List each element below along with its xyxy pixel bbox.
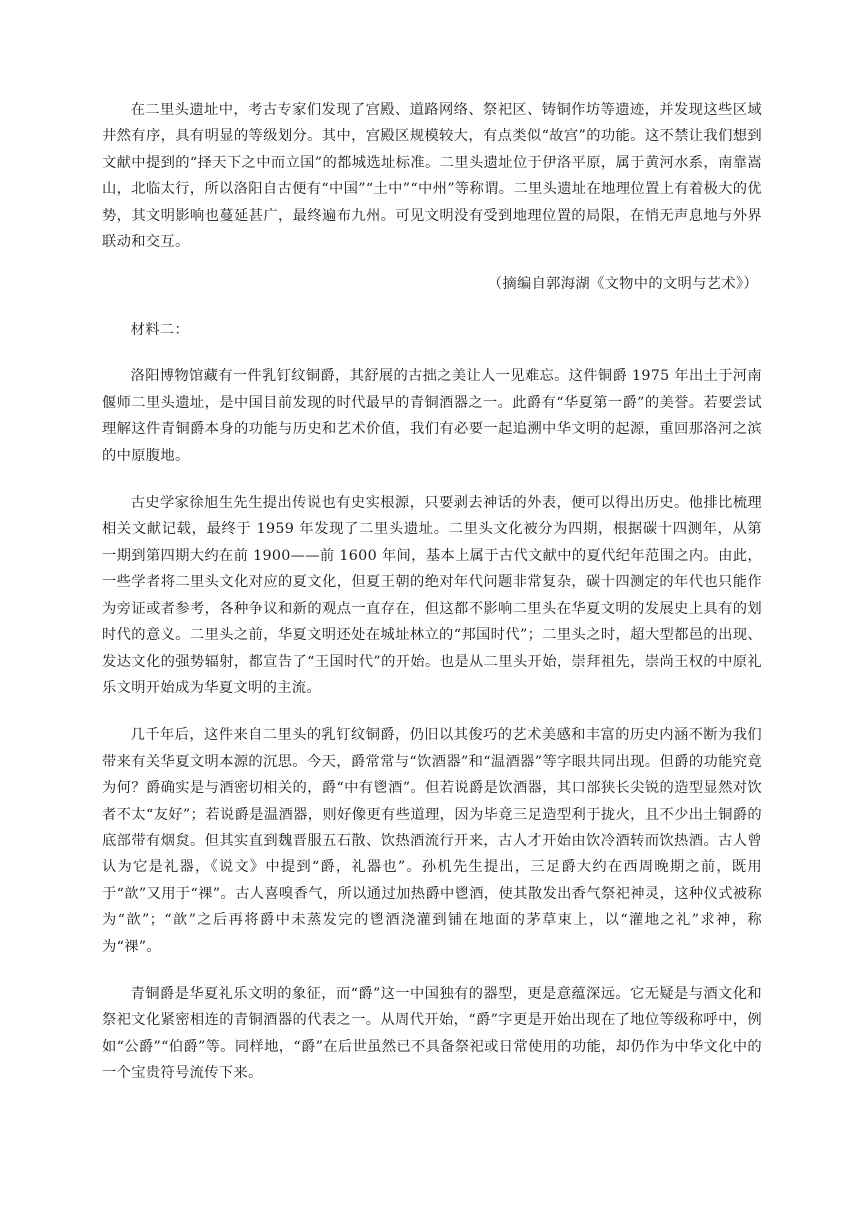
paragraph-xu-xusheng: 古史学家徐旭生先生提出传说也有史实根源，只要剥去神话的外表，便可以得出历史。他排比梳理相关文献记载，最终于 1959 年发现了二里头遗址。二里头文化被分为四期，根据碳十四测年，从第一期到第四期大约在前 1900——前 1600 年间，基本上属于古代文献中的夏代纪年范围之内。由此，一些学者将二里头文化对应的夏文化，但夏王朝的绝对年代问题非常复杂，碳十四测定的年代也只能作为旁证或者参考，各种争议和新的观点一直存在，但这都不影响二里头在华夏文明的发展史上具有的划时代的意义。二里头之前，华夏文明还处在城址林立的“邦国时代”；二里头之时，超大型都邑的出现、发达文化的强势辐射，都宣告了“王国时代”的开始。也是从二里头开始，崇拜祖先，崇尚王权的中原礼乐文明开始成为华夏文明的主流。 [102, 495, 762, 696]
paragraph-jue-function: 几千年后，这件来自二里头的乳钉纹铜爵，仍旧以其俊巧的艺术美感和丰富的历史内涵不断为我们带来有关华夏文明本源的沉思。今天，爵常常与“饮酒器”和“温酒器”等字眼共同出现。但爵的功能究竟为何？爵确实是与酒密切相关的，爵“中有鬯酒”。但若说爵是饮酒器，其口部狭长尖锐的造型显然对饮者不太“友好”；若说爵是温酒器，则好像更有些道理，因为毕竟三足造型利于拢火，且不少出土铜爵的底部带有烟炱。但其实直到魏晋服五石散、饮热酒流行开来，古人才开始由饮冷酒转而饮热酒。古人曾认为它是礼器，《说文》中提到“爵，礼器也”。孙机先生提出，三足爵大约在西周晚期之前，既用于“歆”又用于“祼”。古人喜嗅香气，所以通过加热爵中鬯酒，使其散发出香气祭祀神灵，这种仪式被称为“歆”；“歆”之后再将爵中未蒸发完的鬯酒浇灌到铺在地面的茅草束上，以“灌地之礼”求神，称为“祼”。 [102, 727, 762, 955]
document-page [102, 97, 762, 1087]
paragraph-bronze-jue-symbol: 青铜爵是华夏礼乐文明的象征，而“爵”这一中国独有的器型，更是意蕴深远。它无疑是与酒文化和祭祀文化紧密相连的青铜酒器的代表之一。从周代开始，“爵”字更是开始出现在了地位等级称呼中，例如“公爵”“伯爵”等。同样地，“爵”在后世虽然已不具备祭祀或日常使用的功能，却仍作为中华文化中的一个宝贵符号流传下来。 [102, 985, 762, 1082]
source-citation: （摘编自郭海湖《文物中的文明与艺术》） [487, 276, 758, 293]
material-two-heading: 材料二： [130, 322, 189, 339]
paragraph-luoyang-museum: 洛阳博物馆藏有一件乳钉纹铜爵，其舒展的古拙之美让人一见难忘。这件铜爵 1975 年出土于河南偃师二里头遗址，是中国目前发现的时代最早的青铜酒器之一。此爵有“华夏第一爵”的美誉。若要尝试理解这件青铜爵本身的功能与历史和艺术价值，我们有必要一起追溯中华文明的起源，重回那洛河之滨的中原腹地。 [102, 368, 762, 464]
paragraph-erlitou-site: 在二里头遗址中，考古专家们发现了宫殿、道路网络、祭祀区、铸铜作坊等遗迹，并发现这些区域井然有序，具有明显的等级划分。其中，宫殿区规模较大，有点类似“故宫”的功能。这不禁让我们想到文献中提到的“择天下之中而立国”的都城选址标准。二里头遗址位于伊洛平原，属于黄河水系，南靠嵩山，北临太行，所以洛阳自古便有“中国”“土中”“中州”等称谓。二里头遗址在地理位置上有着极大的优势，其文明影响也蔓延甚广，最终遍布九州。可见文明没有受到地理位置的局限，在悄无声息地与外界联动和交互。 [102, 102, 762, 251]
